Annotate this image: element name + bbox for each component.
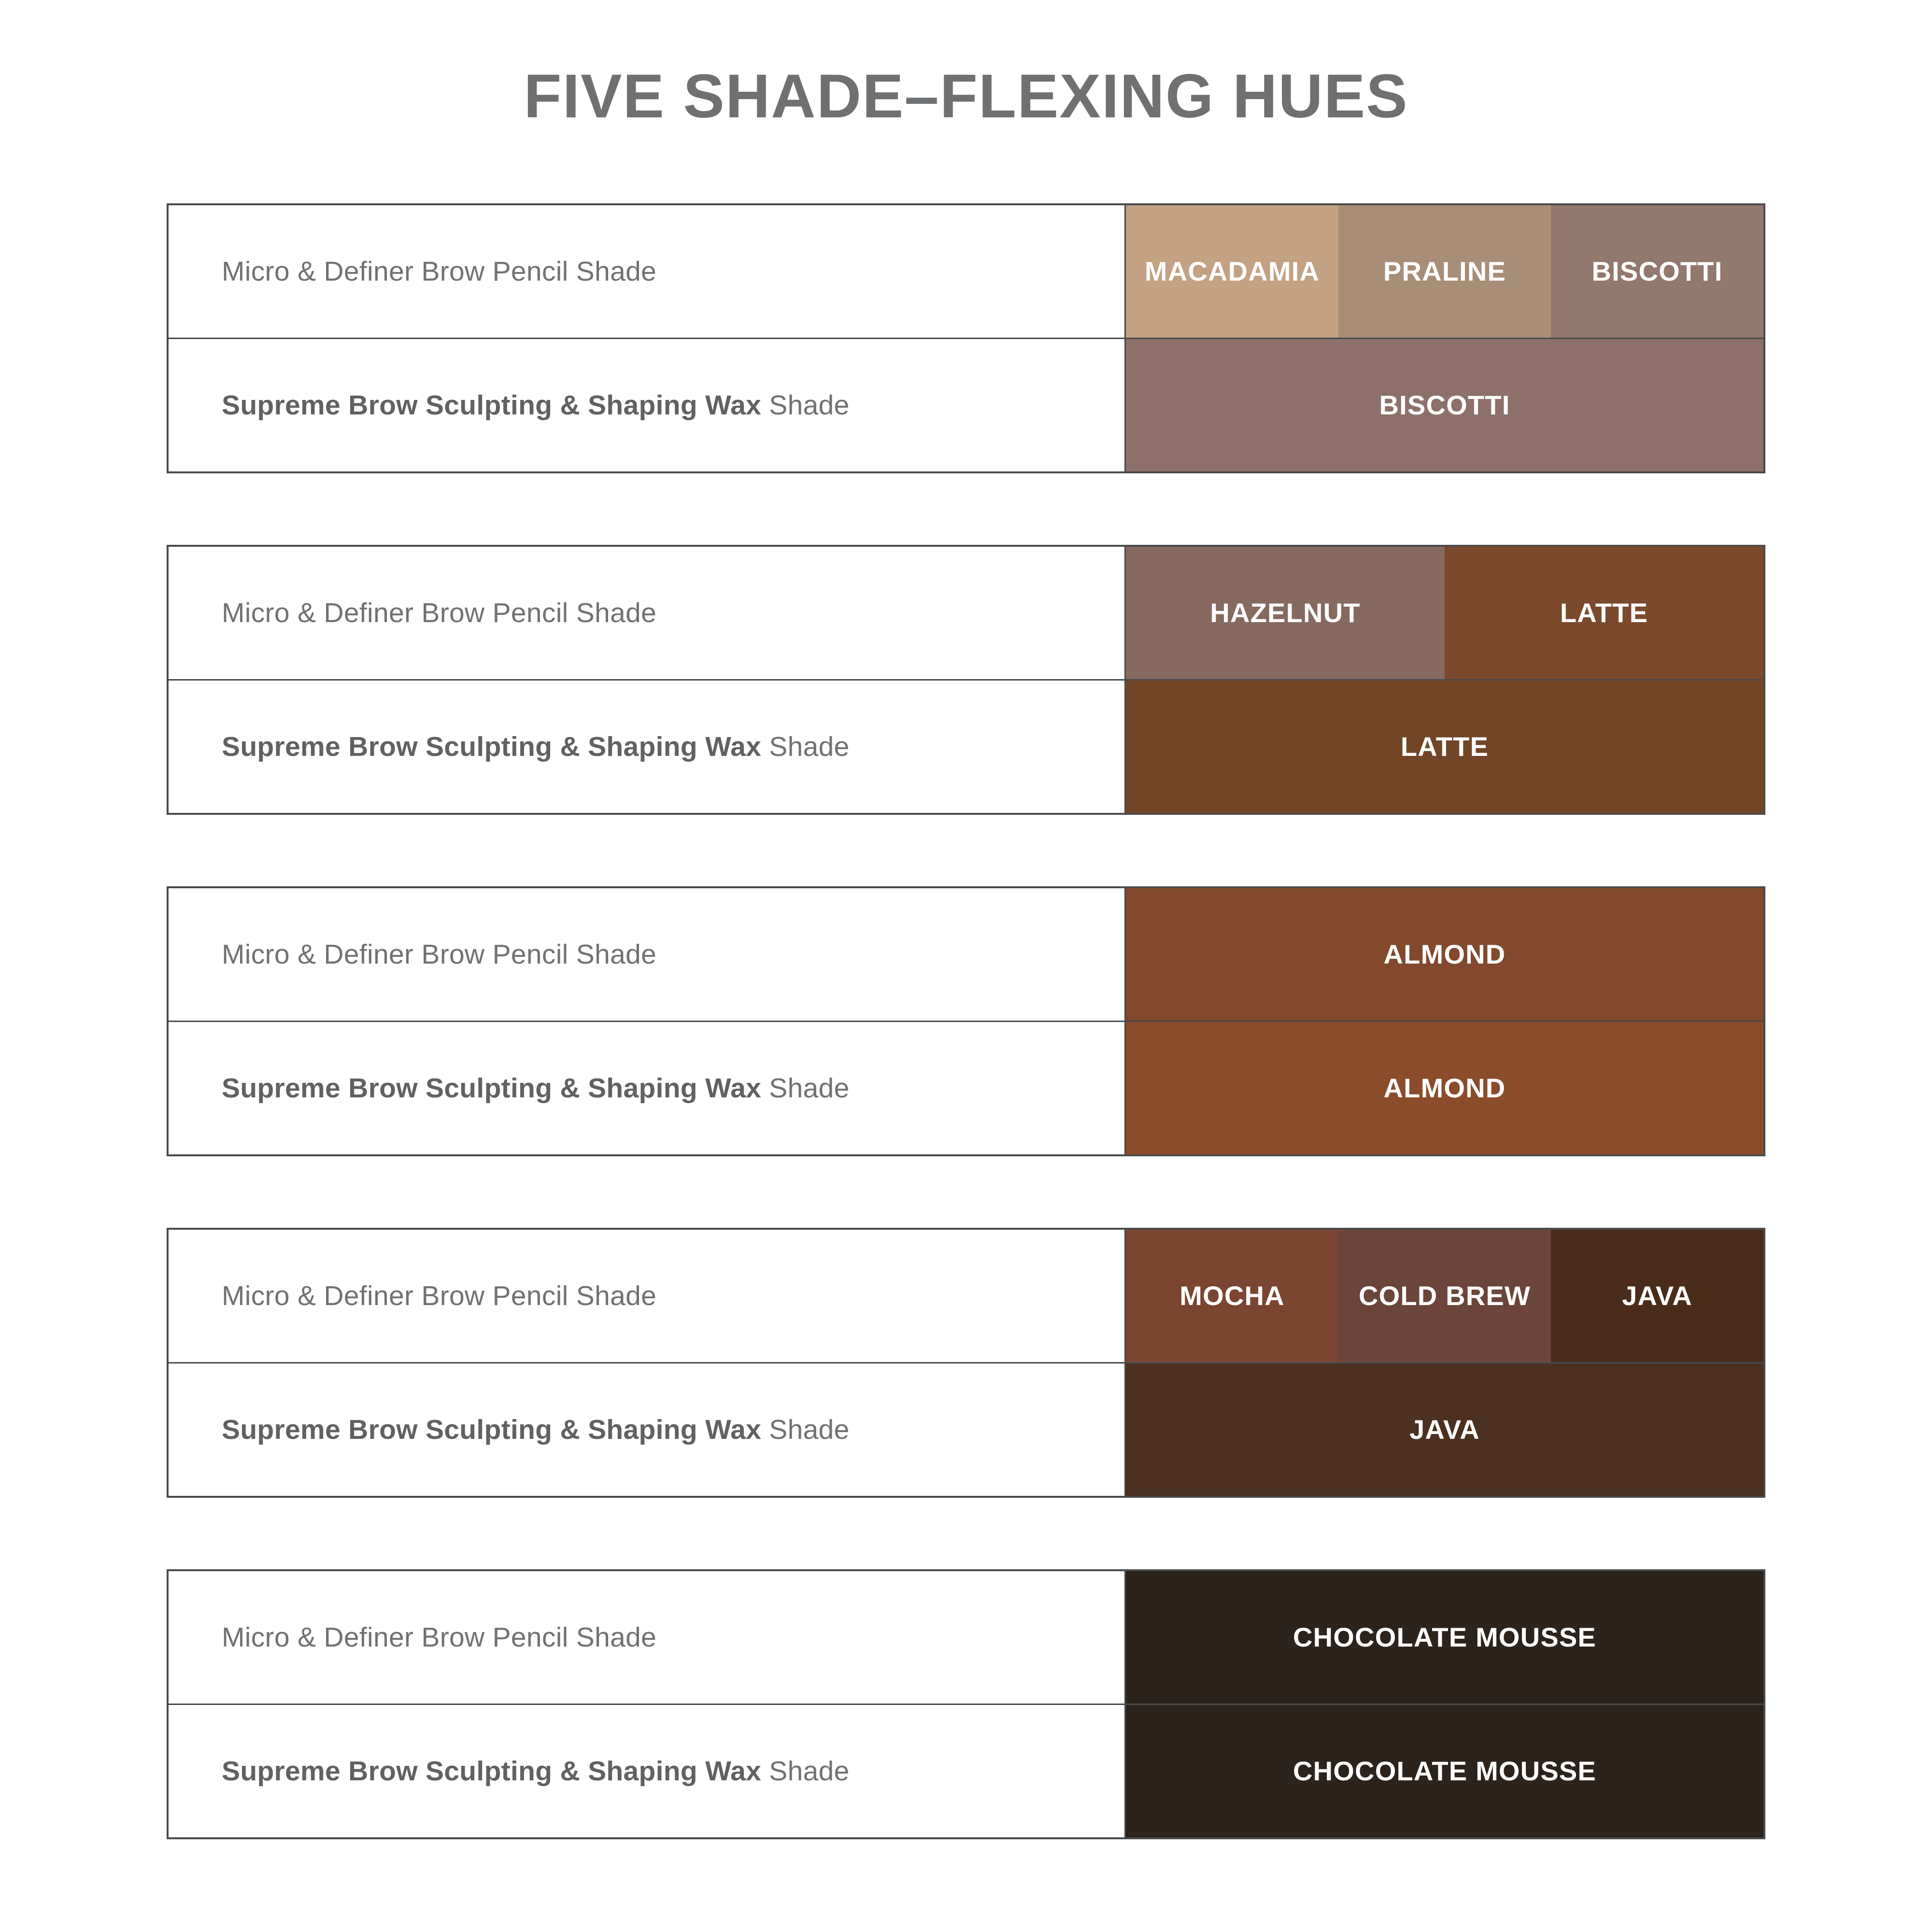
swatch-strip	[1126, 339, 1763, 471]
row-label-cell	[169, 681, 1126, 813]
shade-swatch	[1338, 205, 1551, 338]
pencil-shade-row	[169, 1571, 1763, 1705]
pencil-shade-row	[169, 205, 1763, 339]
pencil-shade-row	[169, 1230, 1763, 1364]
shade-swatch-label: ALMOND	[1383, 939, 1506, 970]
wax-shade-row	[169, 1022, 1763, 1154]
shade-group	[167, 1569, 1765, 1839]
shade-swatch	[1126, 888, 1763, 1021]
wax-shade-label	[222, 1755, 850, 1788]
shade-swatch	[1126, 205, 1338, 338]
swatch-strip	[1126, 547, 1763, 679]
shade-swatch-label: LATTE	[1400, 731, 1489, 762]
wax-shade-label-suffix: Shade	[761, 1755, 850, 1787]
shade-swatch-label: HAZELNUT	[1210, 597, 1361, 628]
pencil-shade-label: Micro & Definer Brow Pencil Shade	[222, 1280, 657, 1311]
swatch-strip	[1126, 1571, 1763, 1704]
shade-swatch	[1551, 205, 1763, 338]
shade-swatch	[1126, 1230, 1338, 1362]
shade-swatch	[1126, 1705, 1763, 1837]
shade-group	[167, 1228, 1765, 1498]
wax-shade-label-strong: Supreme Brow Sculpting & Shaping Wax	[222, 389, 762, 421]
shade-swatch-label: JAVA	[1622, 1280, 1692, 1311]
shade-swatch-label: BISCOTTI	[1379, 390, 1510, 421]
pencil-shade-row	[169, 888, 1763, 1022]
shade-swatch-label: CHOCOLATE MOUSSE	[1293, 1756, 1596, 1787]
pencil-shade-label: Micro & Definer Brow Pencil Shade	[222, 938, 657, 970]
wax-shade-row	[169, 1705, 1763, 1837]
swatch-strip	[1126, 1705, 1763, 1837]
swatch-strip	[1126, 1022, 1763, 1154]
wax-shade-label-strong: Supreme Brow Sculpting & Shaping Wax	[222, 1072, 762, 1104]
wax-shade-label-suffix: Shade	[761, 1414, 850, 1445]
wax-shade-label-strong: Supreme Brow Sculpting & Shaping Wax	[222, 1755, 762, 1787]
shade-swatch-label: ALMOND	[1383, 1073, 1506, 1104]
wax-shade-row	[169, 339, 1763, 471]
row-label-cell	[169, 339, 1126, 471]
row-label-cell	[169, 1230, 1126, 1362]
shade-swatch	[1126, 1571, 1763, 1704]
swatch-strip	[1126, 1364, 1763, 1496]
shade-swatch-label: PRALINE	[1383, 256, 1506, 287]
shade-group-list	[167, 131, 1765, 1839]
wax-shade-label	[222, 1413, 850, 1446]
shade-swatch-label: MACADAMIA	[1144, 256, 1320, 287]
shade-swatch-label: MOCHA	[1179, 1280, 1285, 1311]
shade-swatch	[1126, 1364, 1763, 1496]
wax-shade-label-suffix: Shade	[761, 1072, 850, 1104]
swatch-strip	[1126, 205, 1763, 338]
shade-group	[167, 203, 1765, 473]
shade-swatch	[1126, 681, 1763, 813]
shade-swatch-label: LATTE	[1560, 597, 1648, 628]
swatch-strip	[1126, 888, 1763, 1021]
pencil-shade-label: Micro & Definer Brow Pencil Shade	[222, 1621, 657, 1653]
row-label-cell	[169, 547, 1126, 679]
page-title: FIVE SHADE–FLEXING HUES	[524, 62, 1408, 131]
pencil-shade-row	[169, 547, 1763, 681]
shade-swatch	[1551, 1230, 1763, 1362]
wax-shade-label	[222, 389, 850, 422]
shade-group	[167, 886, 1765, 1156]
row-label-cell	[169, 205, 1126, 338]
wax-shade-row	[169, 1364, 1763, 1496]
wax-shade-label	[222, 1072, 850, 1105]
wax-shade-row	[169, 681, 1763, 813]
shade-swatch	[1126, 547, 1445, 679]
swatch-strip	[1126, 681, 1763, 813]
shade-swatch	[1445, 547, 1763, 679]
wax-shade-label-suffix: Shade	[761, 731, 850, 762]
shade-swatch	[1338, 1230, 1551, 1362]
row-label-cell	[169, 1571, 1126, 1704]
row-label-cell	[169, 888, 1126, 1021]
shade-swatch-label: JAVA	[1409, 1414, 1480, 1445]
shade-group	[167, 545, 1765, 815]
pencil-shade-label: Micro & Definer Brow Pencil Shade	[222, 256, 657, 287]
shade-swatch	[1126, 1022, 1763, 1154]
wax-shade-label-suffix: Shade	[761, 389, 850, 421]
shade-swatch-label: BISCOTTI	[1591, 256, 1723, 287]
row-label-cell	[169, 1022, 1126, 1154]
wax-shade-label-strong: Supreme Brow Sculpting & Shaping Wax	[222, 1414, 762, 1445]
row-label-cell	[169, 1364, 1126, 1496]
wax-shade-label	[222, 730, 850, 763]
swatch-strip	[1126, 1230, 1763, 1362]
shade-swatch-label: COLD BREW	[1358, 1280, 1531, 1311]
row-label-cell	[169, 1705, 1126, 1837]
shade-swatch	[1126, 339, 1763, 471]
wax-shade-label-strong: Supreme Brow Sculpting & Shaping Wax	[222, 731, 762, 762]
shade-swatch-label: CHOCOLATE MOUSSE	[1293, 1622, 1596, 1653]
pencil-shade-label: Micro & Definer Brow Pencil Shade	[222, 597, 657, 628]
